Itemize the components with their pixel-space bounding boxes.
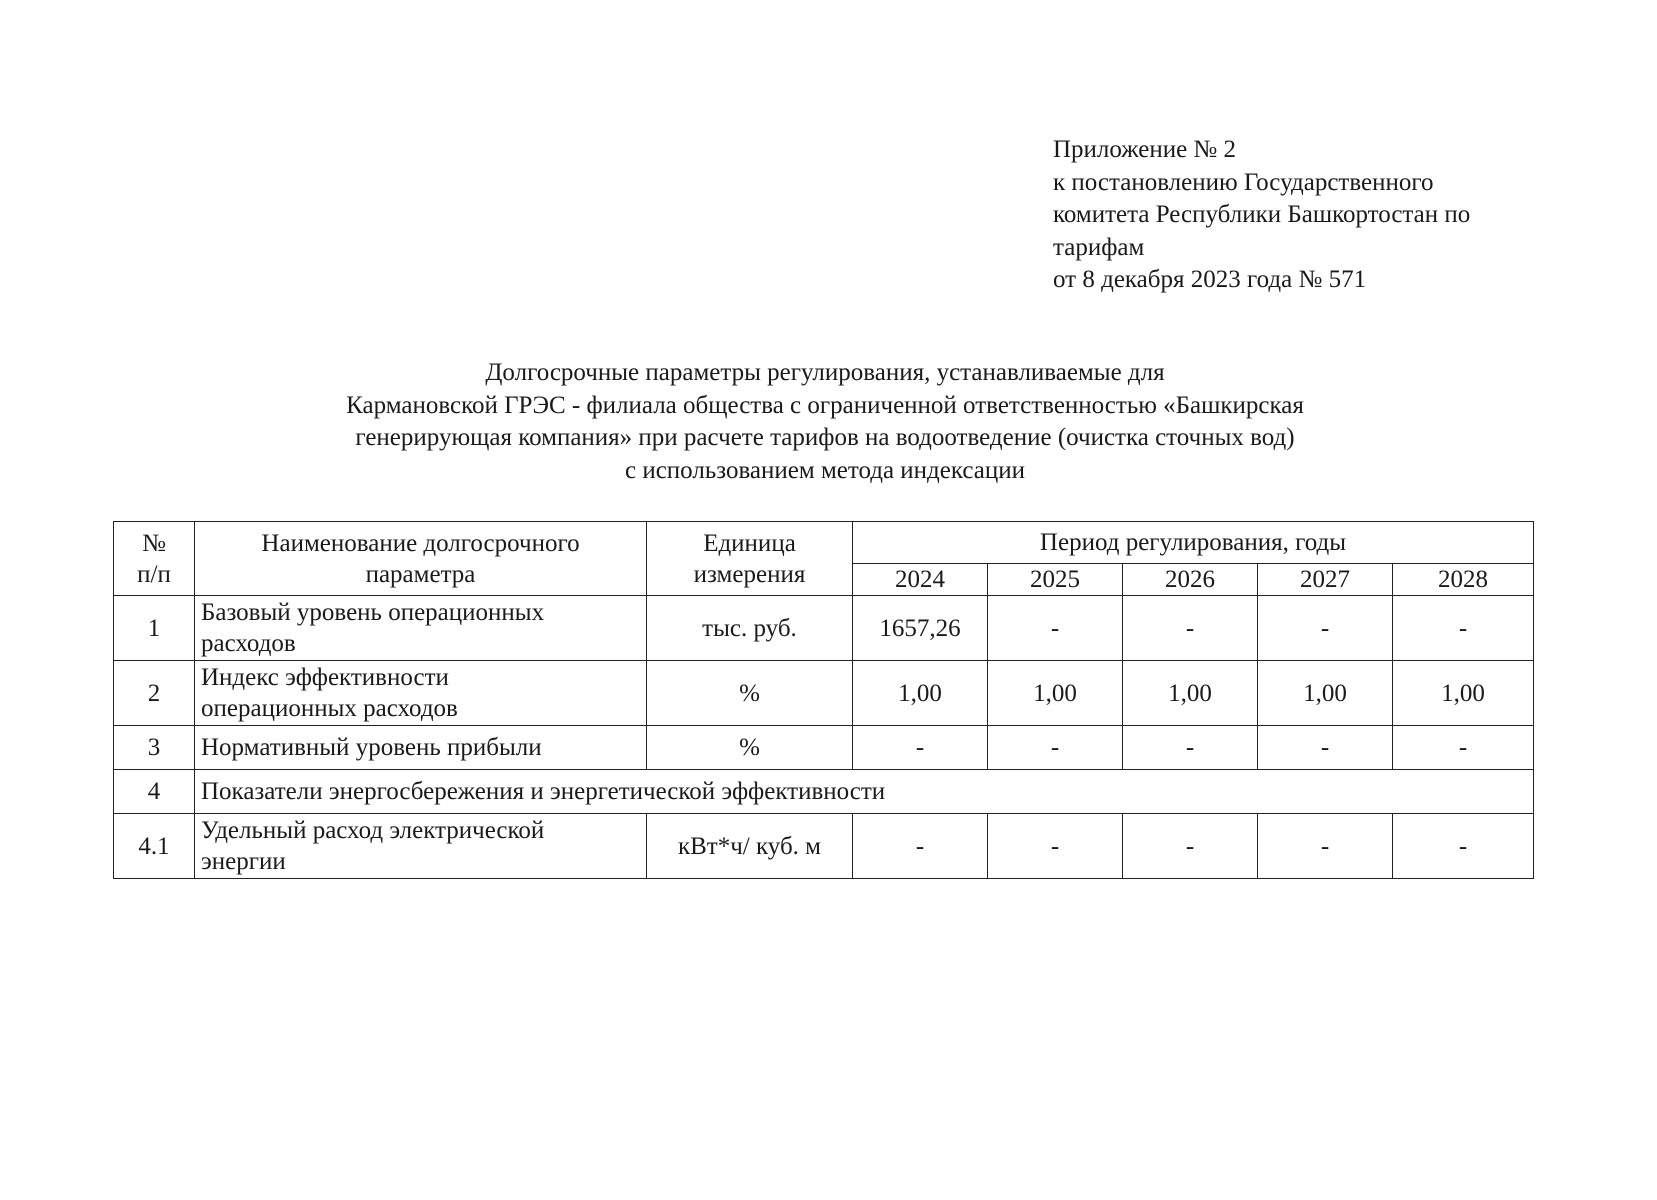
table-row [114, 596, 1534, 661]
row-name [195, 814, 647, 879]
header-num-line1: № [142, 529, 166, 557]
row-name-line1: Индекс эффективности [201, 664, 449, 691]
header-year: 2025 [988, 564, 1123, 596]
row-value: - [1393, 726, 1534, 770]
header-year: 2027 [1258, 564, 1393, 596]
header-num-line2: п/п [137, 560, 171, 588]
row-num: 4 [114, 770, 195, 814]
row-value: - [1393, 596, 1534, 661]
row-num: 1 [114, 596, 195, 661]
appendix-line: к постановлению Государственного [1053, 168, 1434, 196]
title-line: Долгосрочные параметры регулирования, устанавливаемые для [485, 359, 1165, 386]
row-name-line1: Базовый уровень операционных [201, 599, 545, 626]
table-row [114, 661, 1534, 726]
row-name-line2: операционных расходов [201, 695, 458, 722]
header-unit-line2: измерения [693, 560, 806, 588]
row-value: - [853, 814, 988, 879]
table-row [114, 814, 1534, 879]
appendix-line: Приложение № 2 [1053, 136, 1237, 163]
row-unit: тыс. руб. [647, 596, 853, 661]
title-line: с использованием метода индексации [624, 456, 1026, 484]
header-num [114, 522, 195, 596]
header-year: 2024 [853, 564, 988, 596]
row-name-line1: Удельный расход электрической [201, 817, 545, 844]
header-name-line1: Наименование долгосрочного [261, 529, 580, 557]
row-value: - [1393, 814, 1534, 879]
row-value: 1,00 [853, 661, 988, 726]
row-value: 1,00 [1393, 661, 1534, 726]
row-value: - [988, 596, 1123, 661]
row-value: 1,00 [1123, 661, 1258, 726]
row-name [195, 596, 647, 661]
table-header-row [114, 522, 1534, 564]
row-num: 2 [114, 661, 195, 726]
header-name-line2: параметра [365, 560, 476, 588]
row-value: - [1123, 726, 1258, 770]
document-title [100, 357, 1550, 487]
header-unit-line1: Единица [703, 529, 796, 557]
row-name [195, 661, 647, 726]
row-value: - [1123, 596, 1258, 661]
row-value: - [988, 814, 1123, 879]
title-line: Кармановской ГРЭС - филиала общества с ограниченной ответственностью «Башкирская [346, 391, 1304, 419]
header-year: 2028 [1393, 564, 1534, 596]
appendix-line: от 8 декабря 2023 года № 571 [1053, 266, 1367, 293]
row-value: 1657,26 [853, 596, 988, 661]
header-name [195, 522, 647, 596]
row-value: - [1258, 726, 1393, 770]
row-num: 3 [114, 726, 195, 770]
row-value: - [988, 726, 1123, 770]
appendix-line: тарифам [1053, 233, 1145, 261]
row-num: 4.1 [114, 814, 195, 879]
header-unit [647, 522, 853, 596]
header-year: 2026 [1123, 564, 1258, 596]
row-name: Нормативный уровень прибыли [195, 726, 647, 770]
row-name-line2: энергии [201, 848, 286, 875]
row-value: - [1123, 814, 1258, 879]
header-period: Период регулирования, годы [853, 522, 1534, 564]
row-name-line2: расходов [201, 630, 296, 657]
appendix-line: комитета Республики Башкортостан по [1053, 201, 1471, 228]
appendix-block [1053, 134, 1573, 297]
parameters-table [113, 521, 1534, 879]
row-value: 1,00 [988, 661, 1123, 726]
row-value: - [853, 726, 988, 770]
row-unit: % [647, 661, 853, 726]
title-line: генерирующая компания» при расчете тарифов на водоотведение (очистка сточных вод) [355, 424, 1295, 451]
table-section-row [114, 770, 1534, 814]
table-row [114, 726, 1534, 770]
row-value: - [1258, 596, 1393, 661]
section-name: Показатели энергосбережения и энергетической эффективности [195, 770, 1534, 814]
row-unit: % [647, 726, 853, 770]
row-value: - [1258, 814, 1393, 879]
row-unit: кВт*ч/ куб. м [647, 814, 853, 879]
row-value: 1,00 [1258, 661, 1393, 726]
